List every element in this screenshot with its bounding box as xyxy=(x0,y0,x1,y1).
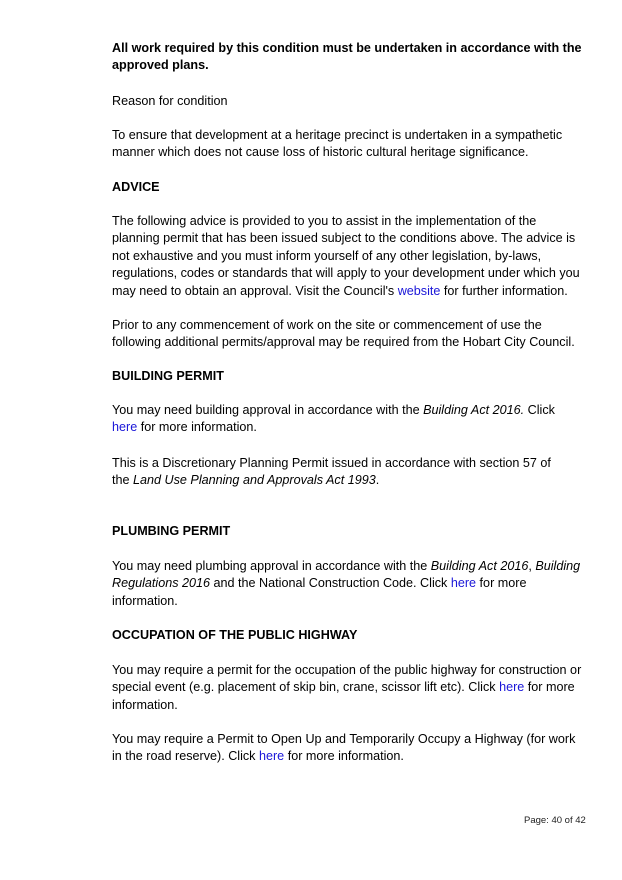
plumbing-p1-text: You may need plumbing approval in accordance with the xyxy=(112,559,431,573)
plumbing-permit-heading: PLUMBING PERMIT xyxy=(112,524,231,538)
condition-text: All work required by this condition must be undertaken in accordance with the approved plans. xyxy=(112,41,582,73)
advice-paragraph-2: Prior to any commencement of work on the site or commencement of use the following additional permits/approval may be required from the Hobart City Council. xyxy=(112,318,575,350)
plumbing-p1-mid: and the National Construction Code. Click xyxy=(210,576,451,591)
highway-p2-text: You may require a Permit to Open Up and Temporarily Occupy a Highway (for work in the road reserve). Click xyxy=(112,732,576,764)
highway-heading: OCCUPATION OF THE PUBLIC HIGHWAY xyxy=(112,628,358,642)
highway-p2-after: for more information. xyxy=(284,749,404,764)
reason-text: To ensure that development at a heritage precinct is undertaken in a sympathetic manner which does not cause loss of historic cultural heritage significance. xyxy=(112,128,563,160)
plumbing-paragraph-1 xyxy=(112,558,582,610)
building-act-citation: Building Act 2016. xyxy=(423,403,525,417)
reason-label: Reason for condition xyxy=(112,94,228,108)
advice-heading: ADVICE xyxy=(112,180,160,194)
advice-p1-text: The following advice is provided to you to assist in the implementation of the planning permit that has been issued subject to the conditions above. The advice is not exhaustive and you must inform yourself of any other legislation, by-laws, regulations, codes or standards that will apply to your development under which you may need to obtain an approval. Visit the Council's xyxy=(112,214,580,298)
building-p2-period: . xyxy=(375,473,380,488)
building-here-link[interactable]: here xyxy=(112,420,138,435)
building-p1-text: You may need building approval in accordance with the xyxy=(112,403,424,417)
plumbing-p1-after: for more information. xyxy=(112,576,527,608)
highway-p1-text: You may require a permit for the occupation of the public highway for construction or special event (e.g. placement of skip bin, crane, scissor lift etc). Click xyxy=(112,663,582,695)
building-p1-after: for more information. xyxy=(137,420,257,435)
advice-p1-text-after: for further information. xyxy=(440,283,568,298)
plumbing-building-act-citation: Building Act 2016 xyxy=(430,559,529,573)
advice-paragraph-1 xyxy=(112,213,582,300)
building-p1-click: Click xyxy=(524,403,555,417)
building-p2-text: This is a Discretionary Planning Permit issued in accordance with section 57 of the xyxy=(112,456,551,488)
building-regulations-citation: Building Regulations 2016 xyxy=(112,559,581,591)
highway-p1-after: for more information. xyxy=(112,680,575,712)
highway-here-link-2[interactable]: here xyxy=(258,749,285,764)
land-use-act-citation: Land Use Planning and Approvals Act 1993 xyxy=(133,473,376,488)
page-number: Page: 40 of 42 xyxy=(524,815,586,826)
plumbing-p1-comma: , xyxy=(528,559,536,573)
plumbing-here-link[interactable]: here xyxy=(450,576,477,591)
building-paragraph-1 xyxy=(112,402,582,437)
highway-here-link-1[interactable]: here xyxy=(499,680,525,695)
highway-paragraph-2 xyxy=(112,731,582,766)
website-link[interactable]: website xyxy=(397,283,441,298)
highway-paragraph-1 xyxy=(112,662,582,714)
building-permit-heading: BUILDING PERMIT xyxy=(112,369,224,383)
building-paragraph-2 xyxy=(112,455,552,490)
